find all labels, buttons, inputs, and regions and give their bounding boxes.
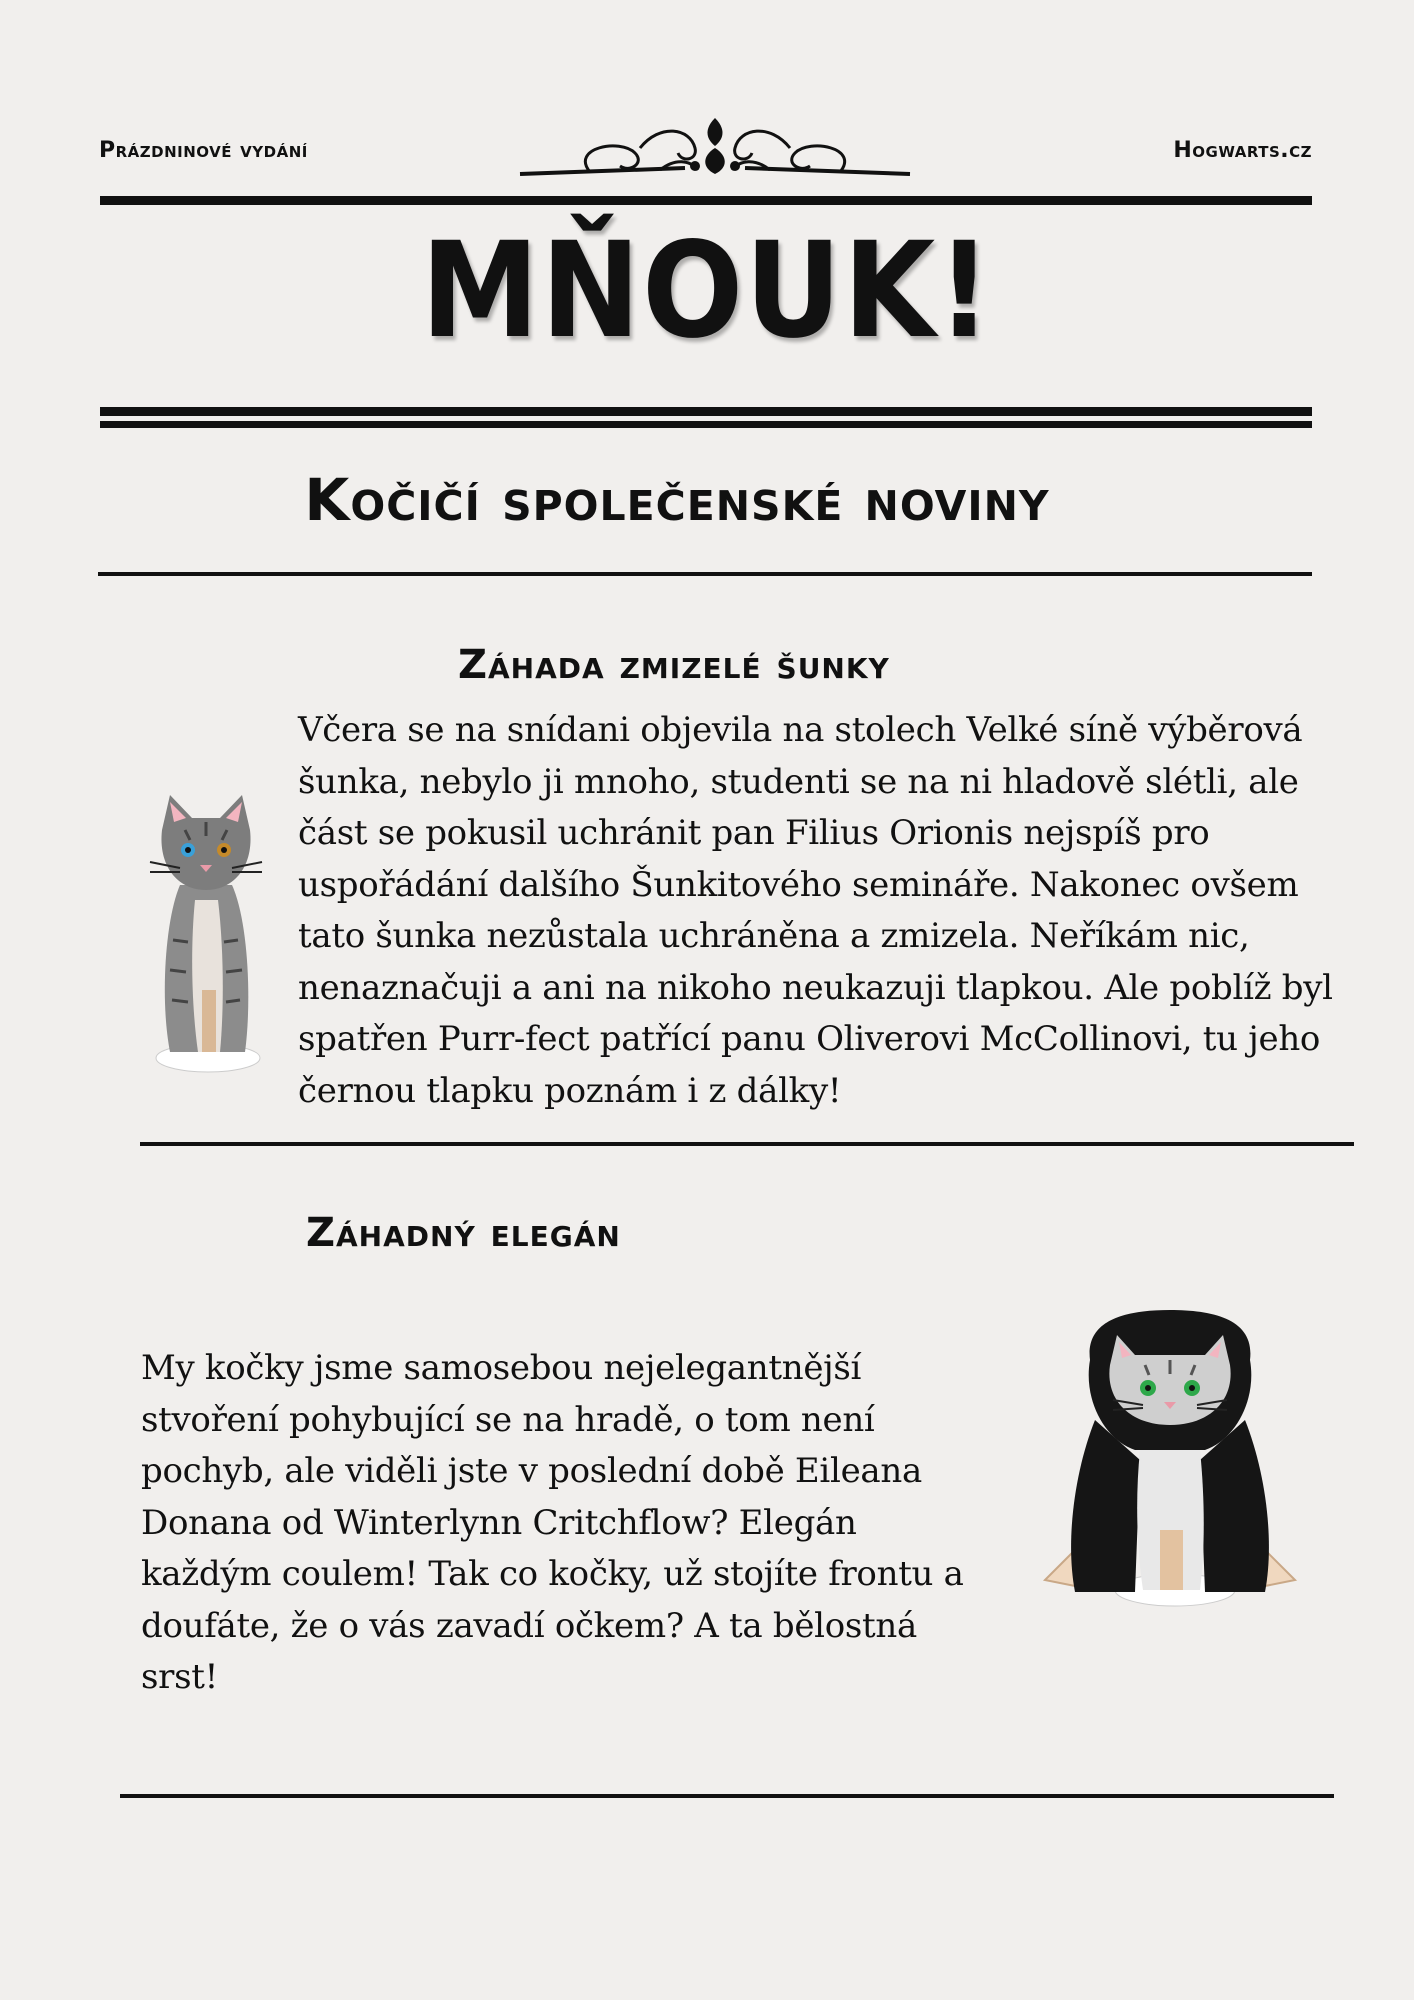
edition-label: Prázdninové vydání [99, 138, 308, 163]
article-1-title: Záhada zmizelé šunky [458, 642, 890, 688]
subtitle-rule [98, 572, 1312, 576]
article-1-rule [140, 1142, 1354, 1146]
bottom-rule [120, 1794, 1334, 1798]
subtitle-text: Kočičí společenské noviny [304, 466, 1050, 534]
article-2-title: Záhadný elegán [306, 1210, 621, 1256]
masthead-rule-upper [100, 407, 1312, 416]
cloaked-white-cat-icon [1035, 1300, 1305, 1620]
site-label: Hogwarts.cz [1173, 138, 1312, 163]
article-2-body: My kočky jsme samosebou nejelegantnější stvoření pohybující se na hradě, o tom není pochyb, ale viděli jste v poslední době Eileana Donana od Winterlynn Critchflow? Elegán každým coulem! Tak co kočky, už stojíte frontu a doufáte, že o vás zavadí očkem? A ta bělostná srst! [141, 1348, 964, 1697]
top-rule [100, 196, 1312, 205]
grey-tabby-cat-icon [140, 790, 270, 1080]
article-1-body: Včera se na snídani objevila na stolech Velké síně výběrová šunka, nebylo ji mnoho, studenti se na ni hladově slétli, ale část se pokusil uchránit pan Filius Orionis nejspíš pro uspořádání dalšího Šunkitového semináře. Nakonec ovšem tato šunka nezůstala uchráněna a zmizela. Neříkám nic, nenaznačuji a ani na nikoho neukazuji tlapkou. Ale poblíž byl spatřen Purr-fect patřící panu Oliverovi McCollinovi, tu jeho černou tlapku poznám i z dálky! [298, 710, 1333, 1111]
masthead-title: MŇOUK! [420, 214, 994, 368]
masthead-subtitle [0, 466, 1414, 534]
masthead-rule-lower [100, 421, 1312, 428]
flourish-ornament-icon [510, 108, 920, 188]
